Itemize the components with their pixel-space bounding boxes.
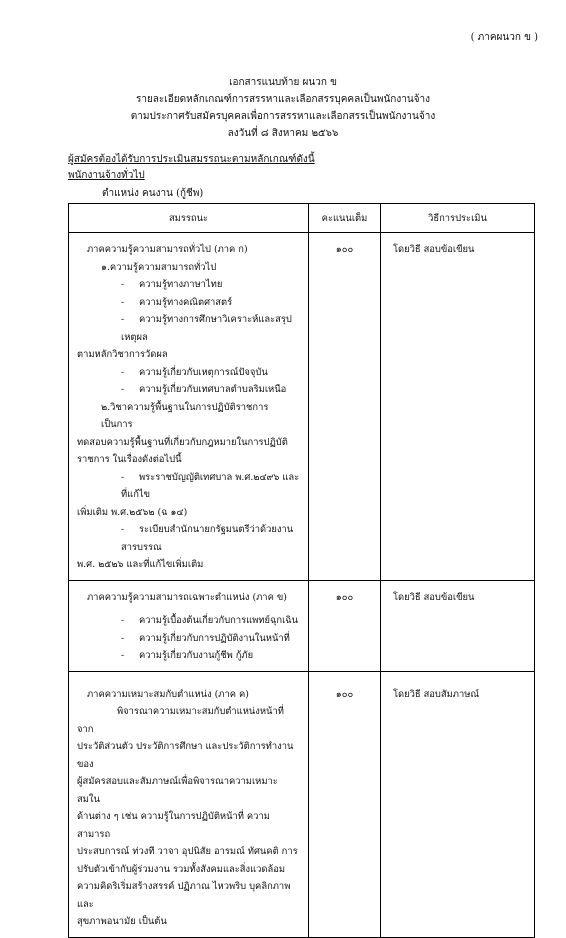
table-header-row [69, 204, 535, 233]
section-b-title: ภาคความรู้ความสามารถเฉพาะตำแหน่ง (ภาค ข) [87, 591, 287, 603]
section-c-line: ด้านต่าง ๆ เช่น ความรู้ในการปฏิบัติหน้าที่ ความสามารถ [77, 811, 270, 840]
list-item-continuation: ตามหลักวิชาการวัดผล [77, 349, 168, 360]
section-a-sub2-line-2: ทดสอบความรู้พื้นฐานที่เกี่ยวกับกฎหมายในการปฏิบัติ [77, 436, 288, 448]
list-item: - ความรู้เกี่ยวกับเหตุการณ์ปัจจุบัน [121, 366, 268, 378]
list-item: - ความรู้เกี่ยวกับการปฏิบัติงานในหน้าที่ [121, 632, 290, 644]
annex-label: ( ภาคผนวก ข ) [470, 32, 538, 43]
list-item-continuation: เพิ่มเติม พ.ศ.๒๕๖๒ (ฉ ๑๔) [77, 506, 188, 518]
list-item: - ความรู้เบื้องต้นเกี่ยวกับการแพทย์ฉุกเฉิน [121, 615, 299, 626]
section-a-method: โดยวิธี สอบข้อเขียน [381, 233, 535, 581]
section-c-line: ประวัติส่วนตัว ประวัติการศึกษา และประวัติการทำงานของ [77, 741, 294, 770]
section-c-method: โดยวิธี สอบสัมภาษณ์ [381, 671, 535, 937]
section-c-line: สุขภาพอนามัย เป็นต้น [77, 916, 167, 927]
document-heading [0, 74, 566, 142]
heading-line-3: ตามประกาศรับสมัครบุคคลเพื่อการสรรหาและเลือกสรรเป็นพนักงานจ้าง [130, 111, 436, 122]
position-title: ตำแหน่ง คนงาน (กู้ชีพ) [102, 188, 204, 199]
heading-line-2: รายละเอียดหลักเกณฑ์การสรรหาและเลือกสรรบุคคลเป็นพนักงานจ้าง [135, 94, 431, 105]
list-item: - พระราชบัญญัติเทศบาล พ.ศ.๒๔๙๖ และที่แก้ไข [121, 471, 300, 500]
list-item: - ความรู้เกี่ยวกับเทศบาลตำบลริมเหนือ [121, 384, 287, 395]
table-row-section-c [69, 671, 535, 937]
list-item: - ความรู้ทางภาษาไทย [121, 279, 223, 290]
list-item: - ระเบียบสำนักนายกรัฐมนตรีว่าด้วยงานสารบรรณ [121, 524, 294, 553]
section-a-score: ๑๐๐ [309, 233, 381, 581]
intro-line-1: ผู้สมัครต้องได้รับการประเมินสมรรถนะตามหลักเกณฑ์ดังนี้ [68, 154, 315, 165]
list-item: - ความรู้ทางคณิตศาสตร์ [121, 296, 233, 308]
list-item-continuation: พ.ศ. ๒๕๒๖ และที่แก้ไขเพิ่มเติม [77, 559, 204, 570]
section-c-line: ผู้สมัครสอบและสัมภาษณ์เพื่อพิจารณาความเหมาะสมใน [77, 776, 278, 805]
section-b-score: ๑๐๐ [309, 580, 381, 671]
competency-table [68, 203, 535, 938]
intro [68, 152, 315, 184]
section-a-sub1-title: ๑.ความรู้ความสามารถทั่วไป [101, 261, 217, 273]
intro-line-2: พนักงานจ้างทั่วไป [68, 170, 145, 181]
header-competency: สมรรถนะ [69, 204, 309, 233]
section-b-content [69, 580, 309, 671]
list-item: - ความรู้เกี่ยวกับงานกู้ชีพ กู้ภัย [121, 650, 254, 661]
heading-line-4: ลงวันที่ ๘ สิงหาคม ๒๕๖๖ [227, 128, 339, 139]
heading-line-1: เอกสารแนบท้าย ผนวก ข [229, 77, 337, 88]
section-a-sub2-line-3: ราชการ ในเรื่องดังต่อไปนี้ [77, 454, 182, 465]
section-c-line: พิจารณาความเหมาะสมกับตำแหน่งหน้าที่ จาก [77, 706, 284, 735]
table-row-section-a [69, 233, 535, 581]
section-a-content [69, 233, 309, 581]
section-c-score: ๑๐๐ [309, 671, 381, 937]
table-row-section-b [69, 580, 535, 671]
section-c-line: ความคิดริเริ่มสร้างสรรค์ ปฏิภาณ ไหวพริบ บุคลิกภาพ และ [77, 881, 291, 910]
section-c-line: ประสบการณ์ ท่วงที วาจา อุปนิสัย อารมณ์ ทัศนคติ การ [77, 846, 298, 857]
list-item: - ความรู้ทางการศึกษาวิเคราะห์และสรุปเหตุผล [121, 314, 292, 343]
section-a-title: ภาคความรู้ความสามารถทั่วไป (ภาค ก) [87, 244, 248, 255]
header-method: วิธีการประเมิน [381, 204, 535, 233]
section-a-sub2-line-1: ๒.วิชาความรู้พื้นฐานในการปฏิบัติราชการ เป็นการ [101, 401, 269, 430]
section-c-line: ปรับตัวเข้ากับผู้ร่วมงาน รวมทั้งสังคมและสิ่งแวดล้อม [77, 863, 286, 875]
header-full-score: คะแนนเต็ม [309, 204, 381, 233]
section-c-content [69, 671, 309, 937]
section-b-method: โดยวิธี สอบข้อเขียน [381, 580, 535, 671]
section-c-title: ภาคความเหมาะสมกับตำแหน่ง (ภาค ค) [87, 688, 249, 700]
